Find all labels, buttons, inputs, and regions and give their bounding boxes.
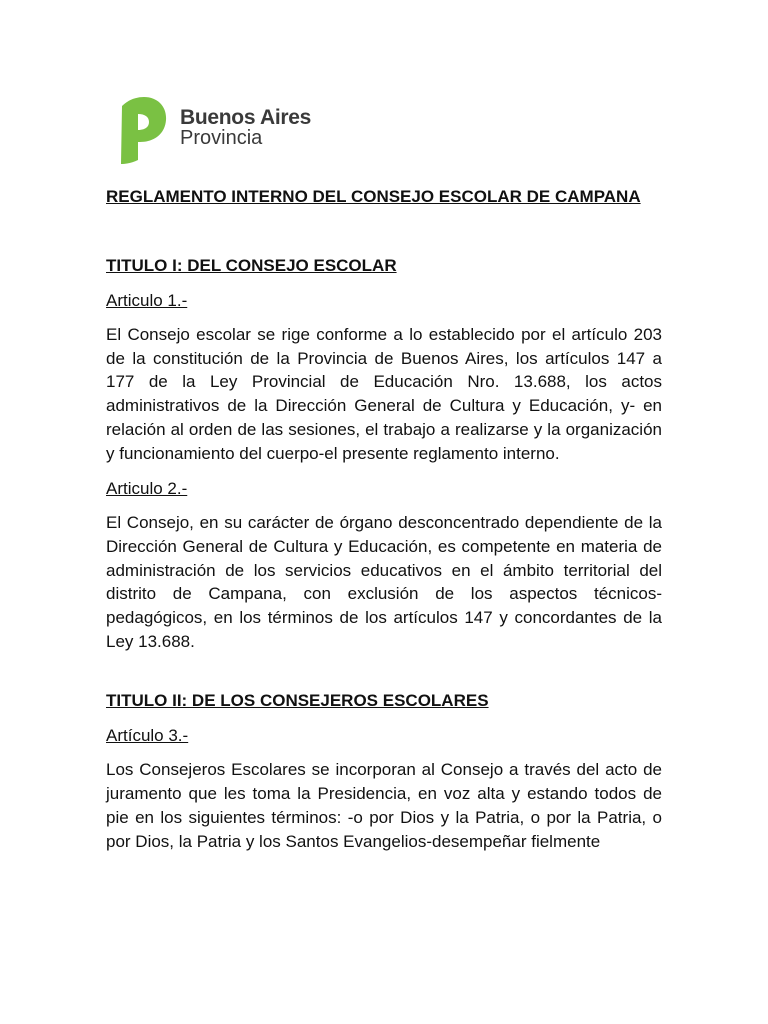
document-body — [106, 186, 662, 865]
articulo-3-text: Los Consejeros Escolares se incorporan al Consejo a través del acto de juramento que les toma la Presidencia, en voz alta y estando todos de pie en los siguientes términos: -o por Dios y la Patria, o por la Patria, o por Dios, la Patria y los Santos Evangelios-desempeñar fielmente — [106, 760, 662, 851]
articulo-2-label: Articulo 2.- — [106, 479, 188, 499]
articulo-1-label: Articulo 1.- — [106, 291, 188, 310]
titulo-2-heading: TITULO II: DE LOS CONSEJEROS ESCOLARES — [106, 691, 489, 711]
articulo-3-label: Artículo 3.- — [106, 726, 189, 746]
logo-line-buenos-aires: Buenos Aires — [180, 106, 311, 129]
articulo-2-text: El Consejo, en su carácter de órgano desconcentrado dependiente de la Dirección General de Cultura y Educación, es competente en materia de administración de los servicios educativos en el ámbito territorial del distrito de Campana, con exclusión de los aspectos técnicos-pedagógicos, en los términos de los artículos 147 y concordantes de la Ley 13.688. — [106, 513, 662, 651]
document-title: REGLAMENTO INTERNO DEL CONSEJO ESCOLAR DE CAMPANA — [106, 187, 641, 206]
buenos-aires-provincia-logo — [118, 96, 311, 166]
titulo-1-heading: TITULO I: DEL CONSEJO ESCOLAR — [106, 256, 397, 275]
provincia-p-logo-icon — [118, 96, 168, 166]
logo-line-provincia: Provincia — [180, 127, 263, 149]
logo-text — [180, 108, 311, 148]
articulo-1-text: El Consejo escolar se rige conforme a lo establecido por el artículo 203 de la constitución de la Provincia de Buenos Aires, los artículos 147 a 177 de la Ley Provincial de Educación Nro. 13.688, los actos administrativos de la Dirección General de Cultura y Educación, y- en relación al orden de las sesiones, el trabajo a realizarse y la organización y funcionamiento del cuerpo-el presente reglamento interno. — [106, 325, 662, 463]
